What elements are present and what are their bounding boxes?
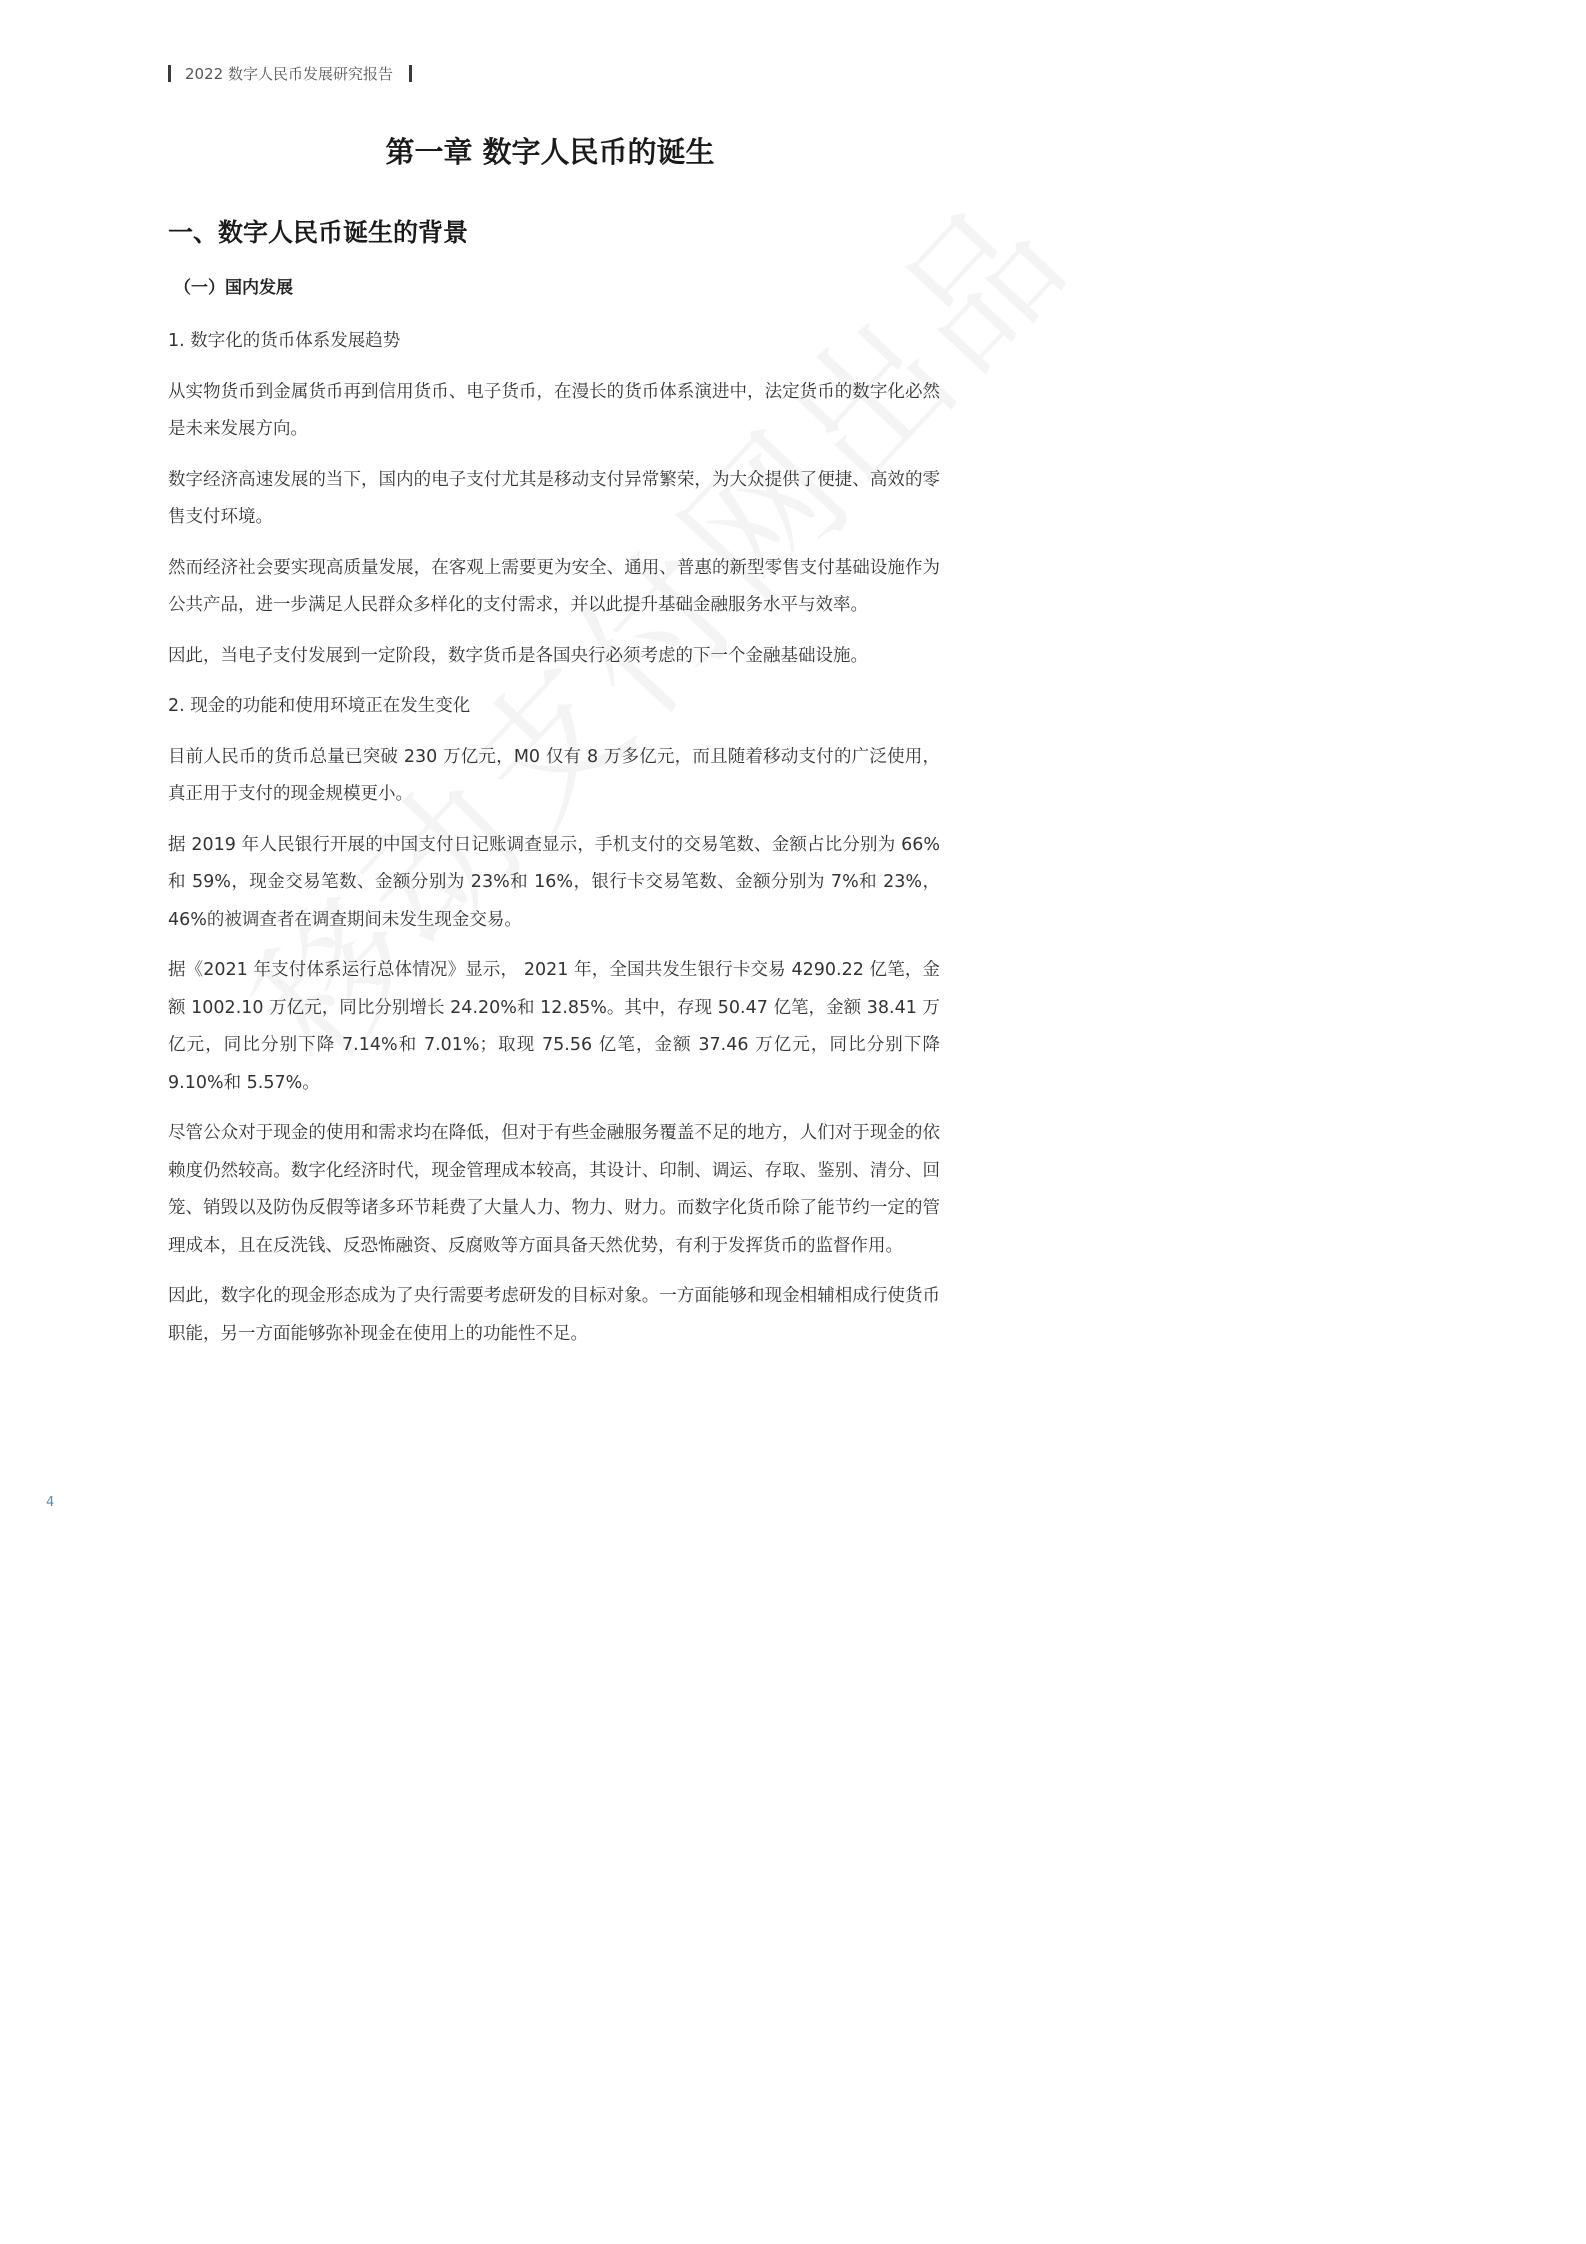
paragraph-1: 从实物货币到金属货币再到信用货币、电子货币，在漫长的货币体系演进中，法定货币的数字化必然是未来发展方向。 bbox=[168, 381, 940, 439]
paragraph-7: 据《2021 年支付体系运行总体情况》显示， 2021 年，全国共发生银行卡交易 4290.22 亿笔，金额 1002.10 万亿元，同比分别增长 24.20%和 12.85%。其中，存现 50.47 亿笔，金额 38.41 万亿元，同比分别下降 7.14%和 7.01%；取现 75.56 亿笔，金额 37.46 万亿元，同比分别下降 9.10%和 5.57%。 bbox=[168, 960, 940, 1093]
paragraph-6: 据 2019 年人民银行开展的中国支付日记账调查显示，手机支付的交易笔数、金额占比分别为 66%和 59%，现金交易笔数、金额分别为 23%和 16%，银行卡交易笔数、金额分别为 7%和 23%，46%的被调查者在调查期间未发生现金交易。 bbox=[168, 834, 940, 930]
header-right-bar bbox=[409, 65, 412, 82]
paragraph-3: 然而经济社会要实现高质量发展，在客观上需要更为安全、通用、普惠的新型零售支付基础设施作为公共产品，进一步满足人民群众多样化的支付需求，并以此提升基础金融服务水平与效率。 bbox=[168, 557, 940, 615]
paragraph-8: 尽管公众对于现金的使用和需求均在降低，但对于有些金融服务覆盖不足的地方，人们对于现金的依赖度仍然较高。数字化经济时代，现金管理成本较高，其设计、印制、调运、存取、鉴别、清分、回笼、销毁以及防伪反假等诸多环节耗费了大量人力、物力、财力。而数字化货币除了能节约一定的管理成本，且在反洗钱、反恐怖融资、反腐败等方面具备天然优势，有利于发挥货币的监督作用。 bbox=[168, 1123, 940, 1256]
chapter-title: 第一章 数字人民币的诞生 bbox=[385, 135, 715, 169]
body-content bbox=[168, 323, 940, 1366]
paragraph-9: 因此，数字化的现金形态成为了央行需要考虑研发的目标对象。一方面能够和现金相辅相成行使货币职能，另一方面能够弥补现金在使用上的功能性不足。 bbox=[168, 1286, 940, 1344]
subsection-title: （一）国内发展 bbox=[174, 278, 293, 298]
paragraph-4: 因此，当电子支付发展到一定阶段，数字货币是各国央行必须考虑的下一个金融基础设施。 bbox=[168, 645, 868, 666]
item-heading-2: 2. 现金的功能和使用环境正在发生变化 bbox=[168, 696, 471, 716]
item-heading-1: 1. 数字化的货币体系发展趋势 bbox=[168, 331, 401, 351]
paragraph-5: 目前人民币的货币总量已突破 230 万亿元，M0 仅有 8 万多亿元，而且随着移动支付的广泛使用，真正用于支付的现金规模更小。 bbox=[168, 746, 940, 804]
running-header bbox=[168, 62, 412, 84]
paragraph-2: 数字经济高速发展的当下，国内的电子支付尤其是移动支付异常繁荣，为大众提供了便捷、高效的零售支付环境。 bbox=[168, 469, 940, 527]
header-left-bar bbox=[168, 65, 171, 82]
header-title: 2022 数字人民币发展研究报告 bbox=[185, 64, 393, 83]
page-number: 4 bbox=[46, 1495, 55, 1510]
section-title: 一、数字人民币诞生的背景 bbox=[168, 218, 469, 247]
